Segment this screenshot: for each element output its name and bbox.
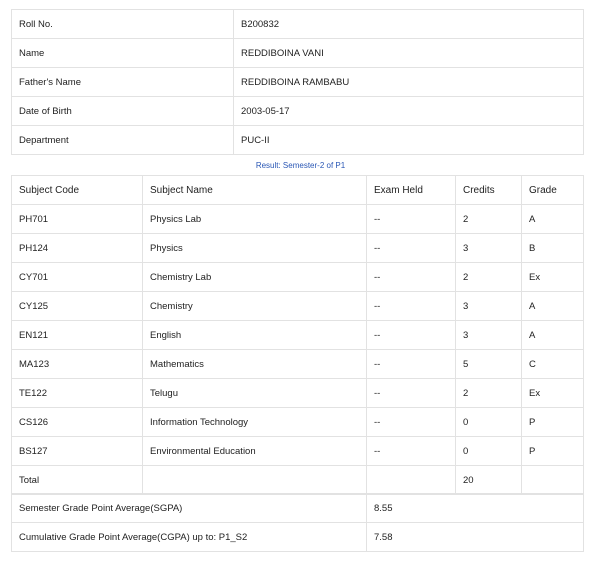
subject-code-cell: CY125 — [12, 292, 143, 321]
total-empty-cell — [143, 466, 367, 495]
department-row — [12, 126, 584, 155]
exam-held-cell: -- — [367, 350, 456, 379]
department-label: Department — [12, 126, 234, 155]
grade-cell: Ex — [522, 263, 584, 292]
subject-name-cell: Chemistry — [143, 292, 367, 321]
subject-code-cell: CS126 — [12, 408, 143, 437]
total-credits: 20 — [456, 466, 522, 495]
table-row — [12, 379, 584, 408]
subject-name-cell: Environmental Education — [143, 437, 367, 466]
roll-label: Roll No. — [12, 10, 234, 39]
subject-code-cell: PH701 — [12, 205, 143, 234]
name-label: Name — [12, 39, 234, 68]
results-table — [11, 175, 584, 495]
exam-held-cell: -- — [367, 263, 456, 292]
exam-held-cell: -- — [367, 234, 456, 263]
name-row — [12, 39, 584, 68]
table-row — [12, 234, 584, 263]
credits-cell: 0 — [456, 437, 522, 466]
credits-cell: 2 — [456, 205, 522, 234]
student-info-table — [11, 9, 584, 155]
grade-cell: B — [522, 234, 584, 263]
department-value: PUC-II — [234, 126, 584, 155]
table-row — [12, 408, 584, 437]
dob-row — [12, 97, 584, 126]
header-grade: Grade — [522, 176, 584, 205]
subject-code-cell: PH124 — [12, 234, 143, 263]
subject-code-cell: TE122 — [12, 379, 143, 408]
subject-code-cell: EN121 — [12, 321, 143, 350]
grade-cell: A — [522, 205, 584, 234]
grade-cell: P — [522, 437, 584, 466]
table-row — [12, 205, 584, 234]
roll-row — [12, 10, 584, 39]
credits-cell: 5 — [456, 350, 522, 379]
exam-held-cell: -- — [367, 292, 456, 321]
summary-table — [11, 493, 584, 552]
grade-cell: A — [522, 321, 584, 350]
table-row — [12, 292, 584, 321]
header-credits: Credits — [456, 176, 522, 205]
subject-name-cell: English — [143, 321, 367, 350]
subject-name-cell: Physics Lab — [143, 205, 367, 234]
subject-code-cell: BS127 — [12, 437, 143, 466]
table-row — [12, 321, 584, 350]
grade-cell: Ex — [522, 379, 584, 408]
exam-held-cell: -- — [367, 205, 456, 234]
subject-code-cell: CY701 — [12, 263, 143, 292]
exam-held-cell: -- — [367, 437, 456, 466]
dob-value: 2003-05-17 — [234, 97, 584, 126]
subject-name-cell: Physics — [143, 234, 367, 263]
subject-name-cell: Mathematics — [143, 350, 367, 379]
total-row — [12, 466, 584, 495]
name-value: REDDIBOINA VANI — [234, 39, 584, 68]
exam-held-cell: -- — [367, 379, 456, 408]
sgpa-row — [12, 494, 584, 523]
cgpa-label: Cumulative Grade Point Average(CGPA) up to: P1_S2 — [12, 523, 367, 552]
grade-cell: C — [522, 350, 584, 379]
subject-name-cell: Telugu — [143, 379, 367, 408]
exam-held-cell: -- — [367, 408, 456, 437]
header-exam-held: Exam Held — [367, 176, 456, 205]
credits-cell: 2 — [456, 379, 522, 408]
father-row — [12, 68, 584, 97]
table-row — [12, 263, 584, 292]
grade-cell: A — [522, 292, 584, 321]
dob-label: Date of Birth — [12, 97, 234, 126]
exam-held-cell: -- — [367, 321, 456, 350]
cgpa-row — [12, 523, 584, 552]
total-label: Total — [12, 466, 143, 495]
table-row — [12, 437, 584, 466]
credits-cell: 3 — [456, 321, 522, 350]
credits-cell: 2 — [456, 263, 522, 292]
header-subject-code: Subject Code — [12, 176, 143, 205]
subject-name-cell: Information Technology — [143, 408, 367, 437]
sgpa-value: 8.55 — [367, 494, 584, 523]
header-subject-name: Subject Name — [143, 176, 367, 205]
subject-code-cell: MA123 — [12, 350, 143, 379]
total-empty-cell — [367, 466, 456, 495]
sgpa-label: Semester Grade Point Average(SGPA) — [12, 494, 367, 523]
cgpa-value: 7.58 — [367, 523, 584, 552]
roll-value: B200832 — [234, 10, 584, 39]
credits-cell: 3 — [456, 292, 522, 321]
total-empty-cell — [522, 466, 584, 495]
father-label: Father's Name — [12, 68, 234, 97]
subject-name-cell: Chemistry Lab — [143, 263, 367, 292]
result-title: Result: Semester-2 of P1 — [255, 161, 346, 170]
results-header-row — [12, 176, 584, 205]
table-row — [12, 350, 584, 379]
credits-cell: 0 — [456, 408, 522, 437]
grade-cell: P — [522, 408, 584, 437]
father-value: REDDIBOINA RAMBABU — [234, 68, 584, 97]
credits-cell: 3 — [456, 234, 522, 263]
